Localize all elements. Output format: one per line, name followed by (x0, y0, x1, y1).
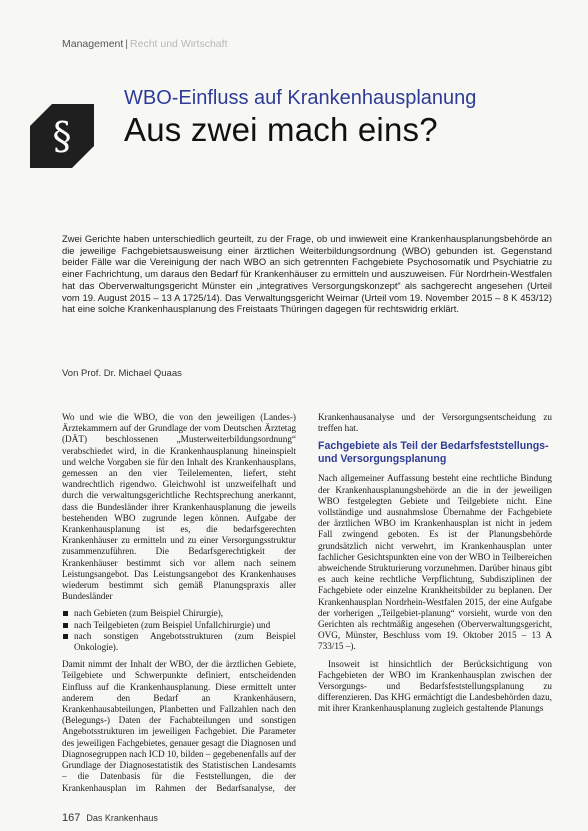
list-item: nach Gebieten (zum Beispiel Chirurgie), (62, 608, 296, 619)
page-number: 167 (62, 812, 81, 824)
article-title: Aus zwei mach eins? (124, 111, 438, 148)
section-header (62, 38, 227, 50)
section-separator: | (125, 38, 129, 50)
body-paragraph: Damit nimmt der Inhalt der WBO, der die ärztlichen Gebiete, Teilgebiete und Schwerpunkte definiert, entscheidenden Einfluss auf die Krankenhausplanung. Diese ermittelt unter anderem den Bedarf an Krankenhäusern, Krankenhausabteilungen, Planbetten und Fallzahlen nach den (Belegungs-) Daten der Fachabteilungen und sonstigen Angebotsstrukturen im jeweiligen Fachgebiet. Die Parameter des jeweiligen Fachgebietes, genauer gesagt die Diagnosen und Diagnosegruppen nach ICD 10, bilden – gegebenenfalls auf der Grundlage der Diagnosestatistik des Statistischen Landesamts – die Datenbasis für die Feststellungen, die der Krankenhausplan im Rahmen der Bedarfsanalyse, der Krankenhausanalyse und der Versorgungsentscheidung zu treffen hat. (62, 412, 552, 793)
publication-name: Das Krankenhaus (86, 813, 158, 823)
paragraph-icon (30, 104, 94, 168)
article-body (62, 412, 552, 812)
section-label: Management (62, 38, 124, 50)
article-kicker: WBO-Einfluss auf Krankenhausplanung (124, 87, 477, 109)
paragraph-symbol: § (52, 114, 72, 158)
section-heading: Fachgebiete als Teil der Bedarfsfeststellungs- und Versorgungsplanung (318, 440, 549, 466)
list-item: nach sonstigen Angebotsstrukturen (zum Beispiel Onkologie). (62, 631, 296, 653)
article-author: Von Prof. Dr. Michael Quaas (62, 368, 182, 379)
body-list (62, 608, 296, 653)
body-paragraph: Wo und wie die WBO, die von den jeweiligen (Landes-) Ärztekammern auf der Grundlage der vom Deutschen Ärztetag (DÄT) beschlossenen „Musterweiterbildungsordnung“ verabschiedet wird, in die Krankenhausplanung hineinspielt und welche Vorgaben sie für den Inhalt des Krankenhausplans, gemessen an den vier Teilelementen, liefert, steht wandrechtlich rigendwo. Gleichwohl ist unzweifelhaft und durch die verwaltungsgerichtliche Rechtsprechung anerkannt, dass die Bundesländer ihrer Krankenhausplanung die jeweils bestehenden WBO zugrunde legen können. Aufgabe der Krankenhausplanung ist es, die bedarfsgerechten Krankenhäuser zu ermitteln und zu einer Versorgungsstruktur zusammenzuführen. Die Bedarfsgerechtigkeit der Krankenhäuser bestimmt sich vor allem nach seinem Leistungsangebot. Das Leistungsangebot des Krankenhauses wiederum bestimmt sich gemäß Planungspraxis aller Bundesländer (62, 412, 296, 602)
list-item: nach Teilgebieten (zum Beispiel Unfallchirurgie) und (62, 620, 296, 631)
body-paragraph: Nach allgemeiner Auffassung besteht eine rechtliche Bindung der Krankenhausplanungsbehörde an die in der jeweiligen WBO festgelegten Gebiete und Teilgebiete nicht. Eine vollständige und ausnahmslose Übernahme der Fachgebiete der ärztlichen WBO im Krankenhausplan ist nicht in jedem Fall zwingend geboten. Es ist der Planungsbehörde grundsätzlich nicht verwehrt, im Krankenhausplan unter fachlicher Gesichtspunkten eine von der WBO in Teilbereichen abweichende Strukturierung vorzunehmen. Darüber hinaus gibt es auch keine rechtliche Verpflichtung, Subdisziplinen der Fachgebiete oder einzelne Krankheitsbilder zu beplanen. Der Krankenhausplan Nordrhein-Westfalen 2015, der eine Aufgabe der vorherigen „Teilgebiet-planung“ vorsieht, wurde von den Gerichten als rechtmäßig angesehen (Oberverwaltungsgericht, OVG, Münster, Beschluss vom 19. Oktober 2015 – 13 A 733/15 –). (318, 473, 552, 652)
article-lead: Zwei Gerichte haben unterschiedlich geurteilt, zu der Frage, ob und inwieweit eine Krankenhausplanungsbehörde an die jeweilige Fachgebietsausweisung einer ärztlichen Weiterbildungsordnung (WBO) gebunden ist. Gegenstand beider Fälle war die Vereinigung der nach WBO an sich getrennten Fachgebiete Psychosomatik und Psychiatrie zu einer Fachrichtung, um daraus den Bedarf für Krankenhäuser zu ermitteln und auszuweisen. Für Nordrhein-Westfalen hat das Oberverwaltungsgericht Münster ein „integratives Versorgungskonzept“ als sachgerecht angesehen (Urteil vom 19. August 2015 – 13 A 1725/14). Das Verwaltungsgericht Weimar (Urteil vom 19. November 2015 – 8 K 453/12) hat eine solche Krankenhausplanung des Freistaats Thüringen dagegen für rechtswidrig erklärt. (62, 233, 552, 315)
page-footer (62, 812, 158, 824)
subsection-label: Recht und Wirtschaft (130, 38, 228, 50)
body-paragraph: Insoweit ist hinsichtlich der Berücksichtigung von Fachgebieten der WBO im Krankenhausplan zwischen der Versorgungs- und Bedarfsfeststellungsplanung zu differenzieren. Das KHG ermächtigt die Landesbehörden dazu, mit ihrer Krankenhausplanung zugleich gestaltende Planungs (318, 658, 552, 714)
